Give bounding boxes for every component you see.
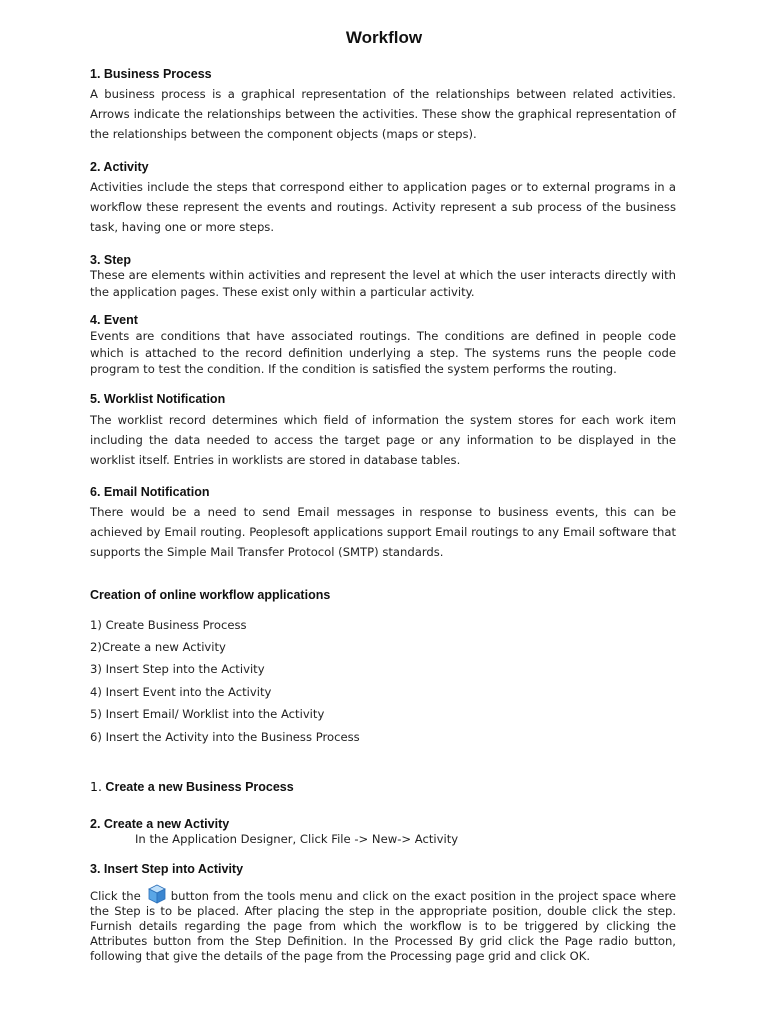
creation-step-2: 2)Create a new Activity: [90, 640, 226, 654]
section-heading-worklist: 5. Worklist Notification: [90, 392, 226, 406]
insert-step-heading: 3. Insert Step into Activity: [90, 862, 244, 876]
insert-step-pre: Click the: [90, 889, 141, 903]
insert-step-post: button from the tools menu and click on the exact position in the project space where the Step is to be placed. After placing the step in the appropriate position, double click the step. Furnish details regarding the page from which the workflow is to be triggered by clicking the Attributes button from the Step Definition. In the Processed By grid click the Page radio button, following that give the details of the page from the Processing page grid and click OK.: [90, 889, 676, 963]
section-heading-event: 4. Event: [90, 313, 138, 327]
step-cube-icon: [147, 884, 167, 904]
section-body-worklist: The worklist record determines which field of information the system stores for each work item including the data needed to access the target page or any information to be displayed in the worklist itself. Entries in worklists are stored in database tables.: [90, 413, 676, 467]
page-title: Workflow: [345, 28, 423, 47]
section-heading-business-process: 1. Business Process: [90, 67, 212, 81]
section-body-email: There would be a need to send Email messages in response to business events, this can be achieved by Email routing. Peoplesoft applications support Email routings to any Email software that supports the Simple Mail Transfer Protocol (SMTP) standards.: [90, 505, 676, 559]
creation-step-4: 4) Insert Event into the Activity: [90, 685, 272, 699]
section-heading-activity: 2. Activity: [90, 160, 149, 174]
creation-heading: Creation of online workflow applications: [90, 588, 331, 602]
create-bp-number: 1.: [90, 779, 102, 794]
creation-step-5: 5) Insert Email/ Worklist into the Activity: [90, 707, 325, 721]
insert-step-body: [90, 884, 676, 964]
create-bp-label: Create a new Business Process: [105, 780, 294, 794]
section-body-activity: Activities include the steps that correspond either to application pages or to external programs in a workflow these represent the events and routings. Activity represent a sub process of the business task, having one or more steps.: [90, 180, 676, 234]
section-heading-email: 6. Email Notification: [90, 485, 210, 499]
creation-step-6: 6) Insert the Activity into the Business Process: [90, 730, 360, 744]
create-activity-text: In the Application Designer, Click File -> New-> Activity: [135, 832, 459, 846]
section-body-step: These are elements within activities and represent the level at which the user interacts directly with the application pages. These exist only within a particular activity.: [90, 268, 676, 299]
create-activity-heading: 2. Create a new Activity: [90, 817, 230, 831]
creation-step-1: 1) Create Business Process: [90, 618, 247, 632]
section-body-event: Events are conditions that have associated routings. The conditions are defined in people code which is attached to the record definition underlying a step. The systems runs the people code program to test the condition. If the condition is satisfied the system performs the routing.: [90, 329, 676, 376]
section-heading-step: 3. Step: [90, 253, 131, 267]
creation-step-3: 3) Insert Step into the Activity: [90, 662, 265, 676]
create-bp-heading: [90, 779, 294, 794]
section-body-business-process: A business process is a graphical representation of the relationships between related activities. Arrows indicate the relationships between the activities. These show the graphical representation of the relationships between the component objects (maps or steps).: [90, 87, 676, 141]
